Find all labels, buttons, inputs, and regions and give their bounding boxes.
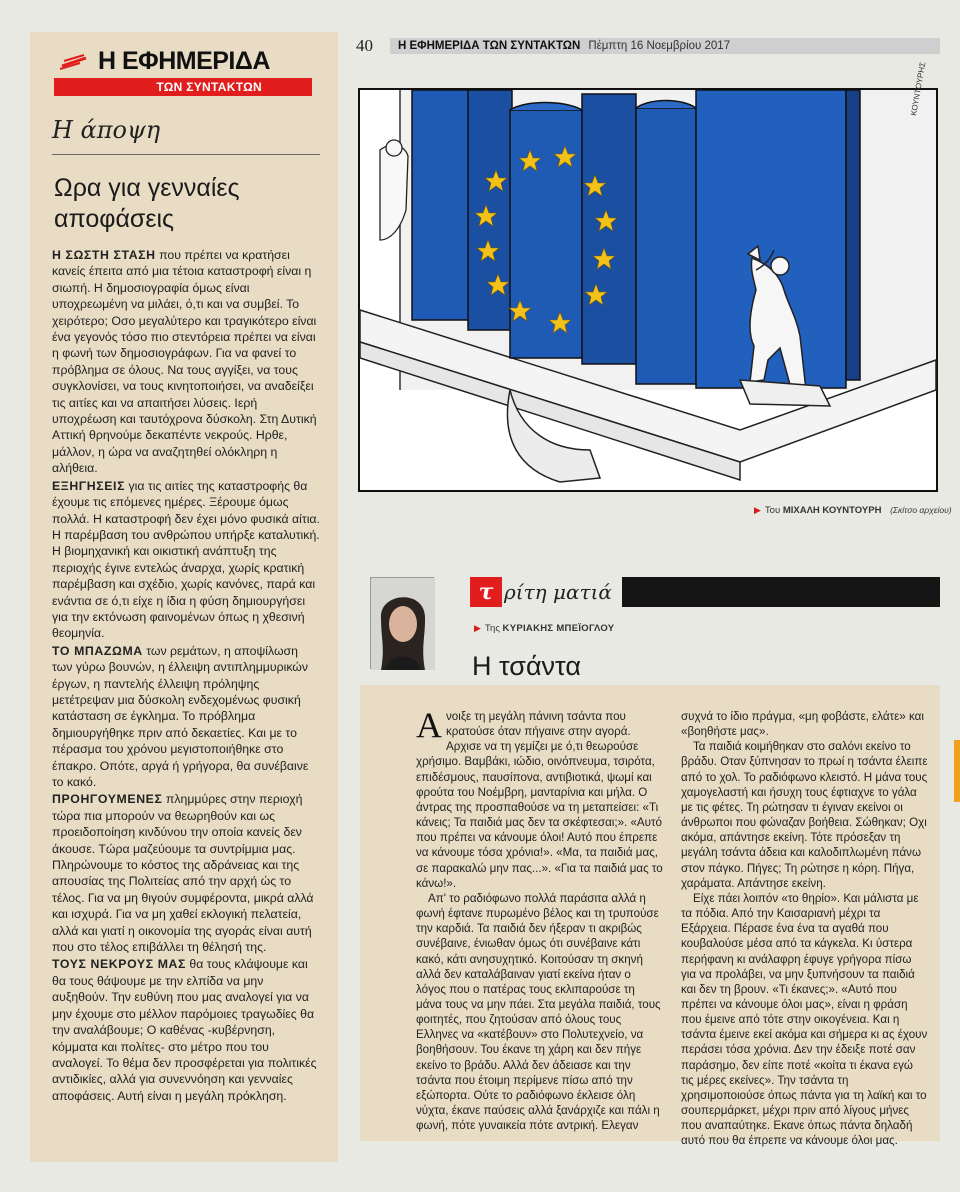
header-paper-name: Η ΕΦΗΜΕΡΙΔΑ ΤΩΝ ΣΥΝΤΑΚΤΩΝ: [398, 40, 581, 52]
opinion-paragraph: [52, 956, 320, 1104]
credit-note: (Σκίτσο αρχείου): [890, 505, 952, 515]
opinion-paragraph: [52, 791, 320, 955]
drop-cap: Α: [416, 705, 442, 745]
opinion-paragraph: [52, 247, 320, 477]
section-label: Η άποψη: [52, 116, 320, 155]
paragraph-text: των ρεμάτων, η αποψίλωση των γύρω βουνών, η έλλειψη αντιπλημμυρικών έργων, η παντελής έλλειψη πρόληψης μετέτρεψαν μια δύσκολη ενδεχομένως φυσική κατάσταση σε έγκλημα. Το πρόβλημα δημιουργήθηκε πριν από δεκαετίες. Και με το πέρασμα του χρόνου μεγιστοποιήθηκε στο έπακρο. Οπότε, αργά ή γρήγορα, θα συνέβαινε το κακό.: [52, 643, 309, 789]
page-edge-marker: [954, 740, 960, 802]
credit-prefix: Του: [764, 505, 781, 516]
column-text: [416, 705, 928, 1149]
page-number: 40: [356, 36, 373, 55]
column-byline: [474, 623, 614, 634]
logo-title-bottom: ΤΩΝ ΣΥΝΤΑΚΤΩΝ: [54, 78, 312, 96]
cartoon-illustration: [360, 61, 936, 490]
column-paragraph: Απ' το ραδιόφωνο πολλά παράσιτα αλλά η φωνή έφτανε πυρωμένο βέλος και τη τρυπούσε την καρδιά. Τα παιδιά δεν ήξεραν τι ακριβώς συνέβαινε, ένιωθαν όμως ότι συνέβαινε κάτι κακό, κάτι ανησυχητικό. Κοιτούσαν τη σκηνή αλλά δεν καταλάβαιναν γιατί εκείνα ήταν ο λόγος που ο πατέρας τους εκλιπαρούσε τη μάνα τους να μην πάει. Στα μεγάλα παιδιά, τους φοιτητές, που ζητούσαν από όλους τους Ελληνες να «κατέβουν» στο Πολυτεχνείο, να βοηθήσουν. Του έκανε τη χάρη και δεν πήγε εκείνο το βράδυ. Αλλά δεν άδειασε και την τσάντα που έτοιμη περίμενε πίσω από την εξώπορτα. Ούτε το ραδιόφωνο έκλεισε όλη νύχτα, έκανε παύσεις αλλά ξανάρχιζε και πάλι η φωνή, πότε γυναικεία πότε αντρική. Ελεγαν συχνά το ίδιο πράγμα, «μη φοβάστε, ελάτε» και «βοηθήστε μας».: [416, 710, 924, 1133]
third-eye-column: [360, 563, 940, 1148]
opinion-title-line2: αποφάσεις: [54, 205, 175, 233]
paragraph-lead: ΤΟΥΣ ΝΕΚΡΟΥΣ ΜΑΣ: [52, 957, 186, 972]
paragraph-lead: ΤΟ ΜΠΑΖΩΜΑ: [52, 643, 143, 658]
credit-artist: ΜΙΧΑΛΗ ΚΟΥΝΤΟΥΡΗ: [782, 505, 882, 516]
header-date: Πέμπτη 16 Νοεμβρίου 2017: [588, 40, 731, 52]
opinion-column: [30, 32, 338, 1162]
column-logo-letter: τ: [470, 577, 502, 607]
column-paragraph: Τα παιδιά κοιμήθηκαν στο σαλόνι εκείνο το βράδυ. Οταν ξύπνησαν το πρωί η τσάντα έλειπε από το χολ. Το ραδιόφωνο κλειστό. Η μάνα τους χαμογελαστή και ήσυχη τους έφτιαχνε το γάλα με τις φέτες. Τη ρώτησαν τι έγιναν εκείνοι οι άνθρωποι που φώναζαν βοήθεια. Σώθηκαν; Οχι ακόμα, απάντησε εκείνη. Τότε πρόσεξαν τη μεγάλη τσάντα άδεια και καλοδιπλωμένη πάνω στον πάγκο. Πήγες; Τη ρώτησε η κόρη. Πήγα, χαράματα. Απάντησε εκείνη.: [681, 740, 928, 890]
opinion-paragraph: [52, 643, 320, 791]
byline-prefix: Της: [484, 623, 500, 634]
column-logo-text: ρίτη ματιά: [502, 577, 622, 607]
paragraph-text: θα τους κλάψουμε και θα τους θάψουμε με την ελπίδα να μην αυξηθούν. Την ευθύνη που μας αναλογεί για να μην έχουμε στο μέλλον παρόμοιες τραγωδίες θα την αναλάβουμε; Ο καθένας -κυβέρνηση, κόμματα και πολίτες- στο μέτρο που του αναλογεί. Το θέμα δεν προσφέρεται για πολιτικές αντιδικίες, αλλά για συνεννόηση και γενναίες αποφάσεις. Αυτή είναι η μεγάλη πρόκληση.: [52, 957, 317, 1103]
cartoon-credit: [754, 505, 952, 516]
paragraph-lead: Η ΣΩΣΤΗ ΣΤΑΣΗ: [52, 248, 156, 262]
artist-signature: ΚΟΥΝΤΟΥΡΗΣ: [909, 61, 928, 117]
book-3: [510, 110, 582, 358]
column-paragraph: [416, 705, 663, 891]
paragraph-text: για τις αιτίες της καταστροφής θα έχουμε τις επόμενες ημέρες. Ξέρουμε όμως πολλά. Η καταστροφή δεν έχει μόνο φυσικά αίτια. Η παρέμβαση του ανθρώπου υπήρξε καταλυτική. Η βιομηχανική και οικιστική ανάπτυξη της περιοχής έγινε εντελώς άναρχα, χωρίς κρατική παρέμβαση και σχέδιο, χωρίς κανόνες, παρά και ενάντια σε ό,τι είχε η ίδια η φύση δημιουργήσει για την εκτόνωση φαινομένων όπως η χθεσινή θεομηνία.: [52, 478, 320, 641]
header-bar: [390, 38, 940, 54]
cartoon: [358, 61, 938, 492]
paragraph-text: που πρέπει να κρατήσει κανείς έπειτα από μια τέτοια καταστροφή είναι η σιωπή. Η δημοσιογραφία όμως είναι υποχρεωμένη να μιλάει, ό,τι και να συμβεί. Το χειρότερο; Οσο μεγαλύτερο και τραγικότερο είναι ένα γεγονός τόσο πιο στεντόρεια πρέπει να είναι η φωνή των δημοσιογράφων. Για να φανεί το πρόβλημα σε όλους. Να τους αγγίξει, να τους συγκλονίσει, να τους κινητοποιήσει, να αναδείξει τις αιτίες και να απαιτήσει λύσεις. Ιερή υποχρέωση και ταυτόχρονα δύσκολη. Στη Δυτική Αττική θρηνούμε δεκαπέντε νεκρούς. Ηρθε, μάλλον, η ώρα να αναζητηθεί ολόκληρη η αλήθεια.: [52, 248, 317, 476]
book-4: [582, 94, 636, 364]
paragraph-text: νοιξε τη μεγάλη πάνινη τσάντα που κρατούσε όταν πήγαινε στην αγορά. Αρχισε να τη γεμίζει με ό,τι θεωρούσε χρήσιμο. Βαμβάκι, ιώδιο, οινόπνευμα, τσιρότα, επιδέσμους, παυσίπονα, αντιβιοτικά, ψωμί και φρούτα του Νοέμβρη, μανταρίνια και μήλα. Ο άντρας της προσπαθούσε να τη μεταπείσει: «Τι κάνεις; Τα παιδιά μας δεν τα σκέφτεσαι;». «Αυτό που πρέπει να κάνουμε όλοι! Αυτό που έπρεπε να κάνουμε τόσα χρόνια!». «Μα, τα παιδιά μας, σε παρακαλώ μην πας...». «Για τα παιδιά μας το κάνω!».: [416, 710, 663, 890]
opinion-body: [52, 247, 320, 1104]
byline-author: ΚΥΡΙΑΚΗΣ ΜΠΕΪΟΓΛΟΥ: [502, 623, 615, 634]
column-paragraph: Είχε πάει λοιπόν «το θηρίο». Και μάλιστα με τα πόδια. Από την Καισαριανή μέχρι τα Εξάρχεια. Πέρασε ένα ένα τα αγαθά που κουβαλούσε μέσα από τα κάγκελα. Κι ύστερα περήφανη κι ανάλαφρη έφυγε γρήγορα πίσω για να προλάβει, να μην ξυπνήσουν τα παιδιά και δεν τη βρουν. «Τι έκανες;». «Αυτό που πρέπει να κάνουμε όλοι μας», είναι η φράση που έμεινε από τότε στην οικογένεια. Και η τσάντα έμεινε εκεί ακόμα και σήμερα κι ας έχουν περάσει τόσα χρόνια. Δεν την έδειξε ποτέ σαν παράσημο, δεν είπε ποτέ «κοίτα τι έκανα εγώ τις μέρες εκείνες». Την τσάντα τη χρησιμοποιούσε όπως πάντα για τη λαϊκή και το σουπερμάρκετ, μέχρι πριν από λίγους μήνες που αναπαύτηκε. Εκανε όπως πάντα δηλαδή αυτό που θα έπρεπε να κάνουμε όλοι μας.: [681, 891, 928, 1148]
opinion-paragraph: [52, 478, 320, 642]
book-1: [412, 90, 470, 320]
column-title: Η τσάντα: [472, 651, 581, 681]
paragraph-lead: ΠΡΟΗΓΟΥΜΕΝΕΣ: [52, 792, 163, 807]
page-header: [356, 36, 940, 56]
opinion-title-line1: Ωρα για γενναίες: [54, 174, 240, 202]
book-2: [468, 90, 512, 330]
logo-title-top: Η ΕΦΗΜΕΡΙΔΑ: [98, 47, 270, 75]
author-photo: [370, 577, 434, 669]
arrow-icon: ▶: [754, 505, 761, 515]
opinion-title: [52, 173, 320, 235]
newspaper-logo: [54, 46, 320, 108]
arrow-icon: ▶: [474, 623, 481, 633]
book-5: [636, 108, 696, 384]
paragraph-lead: ΕΞΗΓΗΣΕΙΣ: [52, 478, 126, 493]
swoosh-icon: [60, 54, 90, 70]
paragraph-text: πλημμύρες στην περιοχή τώρα πια μπορούν να θεωρηθούν και ως προειδοποίηση κινδύνου την οποία κανείς δεν άκουσε. Τώρα μαζεύουμε τα συντρίμμια μας. Πληρώνουμε το κόστος της αδράνειας και της απουσίας της Πολιτείας από την αρχή ώς το τέλος. Για να μη θιγούν συμφέροντα, μικρά αλλά και ισχυρά. Για να μη χαθεί εκλογική πελατεία, αλλά και γιατί η οικονομία της αγοράς είναι αυτή που στο τέλος επιβάλλει τη θέλησή της.: [52, 792, 314, 955]
